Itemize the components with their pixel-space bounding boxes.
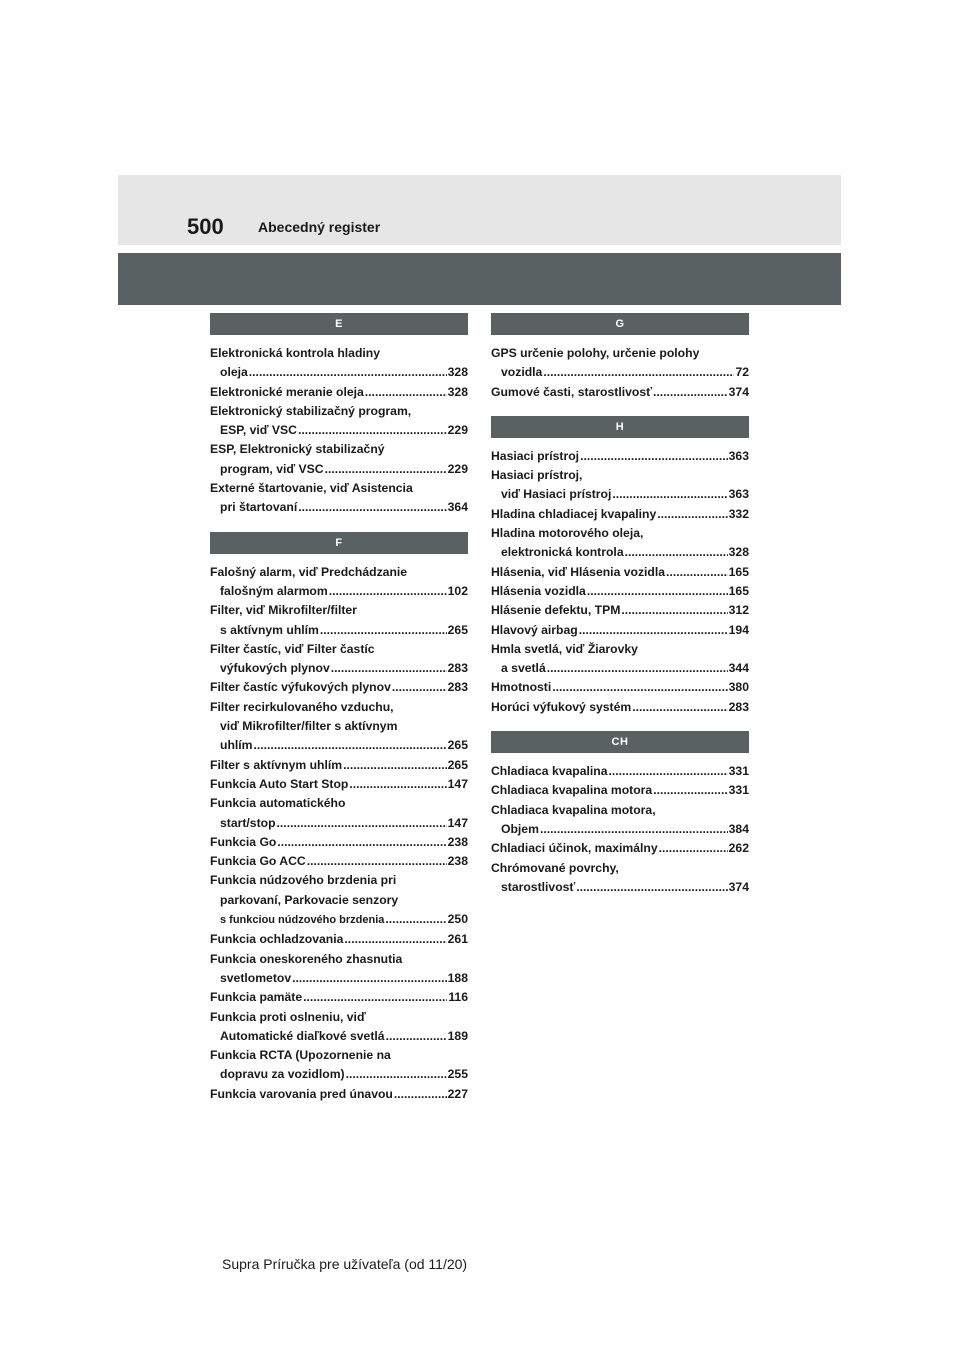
index-entry xyxy=(491,762,749,781)
entry-label: Funkcia varovania pred únavou xyxy=(210,1086,393,1101)
leader-dots xyxy=(576,878,727,897)
page-ref: 261 xyxy=(447,932,468,947)
leader-dots xyxy=(346,1065,447,1084)
entry-label: pri štartovaní xyxy=(220,500,298,515)
page-ref: 363 xyxy=(728,487,749,502)
entry-label: Objem xyxy=(501,821,539,836)
index-entry xyxy=(491,859,749,898)
leader-dots xyxy=(254,736,447,755)
page-ref: 328 xyxy=(728,545,749,560)
letter-group xyxy=(491,313,749,402)
index-entry xyxy=(491,698,749,717)
entry-row xyxy=(491,563,749,582)
entry-row xyxy=(491,762,749,781)
page-number: 500 xyxy=(187,214,224,239)
entry-row xyxy=(491,582,749,601)
entry-line: Hasiaci prístroj, xyxy=(491,468,583,483)
page-ref: 188 xyxy=(447,970,468,985)
entry-line: Filter častíc, viď Filter častíc xyxy=(210,641,375,656)
leader-dots xyxy=(365,383,447,402)
index-column-left xyxy=(210,313,468,1118)
index-entry xyxy=(210,678,468,697)
page-ref: 116 xyxy=(448,990,468,1005)
leader-dots xyxy=(666,563,728,582)
index-entry xyxy=(210,833,468,852)
index-entry xyxy=(210,402,468,441)
index-entry xyxy=(210,563,468,602)
index-entry xyxy=(210,852,468,871)
entry-row xyxy=(210,910,468,930)
letter-heading: G xyxy=(491,313,749,335)
page-ref: 283 xyxy=(728,699,749,714)
leader-dots xyxy=(579,621,728,640)
leader-dots xyxy=(612,485,727,504)
entry-label: Chladiaci účinok, maximálny xyxy=(491,841,658,856)
leader-dots xyxy=(303,988,447,1007)
page-ref: 331 xyxy=(728,764,749,779)
entry-line: ESP, Elektronický stabilizačný xyxy=(210,442,385,457)
entry-row xyxy=(210,659,468,678)
index-entry xyxy=(491,621,749,640)
page-ref: 328 xyxy=(447,365,468,380)
entry-label: uhlím xyxy=(220,738,253,753)
entry-label: Chladiaca kvapalina xyxy=(491,764,608,779)
entry-label: Hladina chladiacej kvapaliny xyxy=(491,506,657,521)
entry-label: Hlásenia vozidla xyxy=(491,583,586,598)
index-entry xyxy=(210,601,468,640)
index-entry xyxy=(491,678,749,697)
entry-label: falošným alarmom xyxy=(220,583,328,598)
leader-dots xyxy=(659,839,728,858)
entry-label: Chladiaca kvapalina motora xyxy=(491,783,653,798)
entry-label: elektronická kontrola xyxy=(501,545,624,560)
entry-line: Funkcia núdzového brzdenia pri xyxy=(210,873,397,888)
entry-row xyxy=(491,839,749,858)
entry-row xyxy=(210,363,468,382)
entry-row xyxy=(210,678,468,697)
entry-row xyxy=(210,833,468,852)
entry-label: s funkciou núdzového brzdenia xyxy=(220,914,385,927)
entry-label: Hlásenia, viď Hlásenia vozidla xyxy=(491,564,666,579)
leader-dots xyxy=(540,820,728,839)
entry-label: vozidla xyxy=(501,365,543,380)
letter-heading: E xyxy=(210,313,468,335)
leader-dots xyxy=(625,543,728,562)
page-ref: 265 xyxy=(447,738,468,753)
page-ref: 165 xyxy=(728,583,749,598)
index-entry xyxy=(210,756,468,775)
page-ref: 147 xyxy=(447,815,468,830)
entry-label: Funkcia ochladzovania xyxy=(210,932,344,947)
leader-dots xyxy=(385,910,446,929)
entry-label: Hlásenie defektu, TPM xyxy=(491,603,621,618)
letter-heading: H xyxy=(491,416,749,438)
leader-dots xyxy=(277,833,446,852)
index-entry xyxy=(491,801,749,840)
entry-row xyxy=(491,698,749,717)
page-ref: 265 xyxy=(447,622,468,637)
entry-line: Falošný alarm, viď Predchádzanie xyxy=(210,564,408,579)
letter-heading: CH xyxy=(491,731,749,753)
entry-row xyxy=(491,781,749,800)
leader-dots xyxy=(547,659,728,678)
index-entry xyxy=(491,466,749,505)
entry-row xyxy=(491,447,749,466)
entry-row xyxy=(491,505,749,524)
entry-label: starostlivosť xyxy=(501,879,576,894)
entry-line: Filter recirkulovaného vzduchu, xyxy=(210,699,394,714)
entry-label: program, viď VSC xyxy=(220,461,324,476)
page-ref: 250 xyxy=(447,912,468,927)
footer-text: Supra Príručka pre užívateľa (od 11/20) xyxy=(222,1256,468,1272)
index-entry xyxy=(210,440,468,479)
page-ref: 384 xyxy=(728,821,749,836)
index-entry xyxy=(491,601,749,620)
entry-row xyxy=(491,601,749,620)
entry-row xyxy=(491,678,749,697)
leader-dots xyxy=(552,678,727,697)
entry-label: start/stop xyxy=(220,815,276,830)
leader-dots xyxy=(325,460,447,479)
index-entry xyxy=(210,1046,468,1085)
entry-row xyxy=(491,878,749,897)
page-ref: 229 xyxy=(447,461,468,476)
entry-label: Gumové časti, starostlivosť xyxy=(491,384,652,399)
entry-label: Filter častíc výfukových plynov xyxy=(210,680,391,695)
leader-dots xyxy=(621,601,727,620)
page-ref: 229 xyxy=(447,423,468,438)
index-entry xyxy=(210,1085,468,1104)
entry-label: a svetlá xyxy=(501,661,546,676)
page-ref: 374 xyxy=(728,384,749,399)
leader-dots xyxy=(580,447,728,466)
index-entry xyxy=(491,447,749,466)
entry-label: Filter s aktívnym uhlím xyxy=(210,757,343,772)
letter-group xyxy=(491,416,749,717)
entry-line: Elektronická kontrola hladiny xyxy=(210,346,380,360)
page-ref: 238 xyxy=(447,834,468,849)
leader-dots xyxy=(543,363,734,382)
page-ref: 344 xyxy=(728,661,749,676)
entry-row xyxy=(210,814,468,833)
entry-label: Funkcia Go ACC xyxy=(210,854,306,869)
leader-dots xyxy=(249,363,447,382)
index-entry xyxy=(210,871,468,930)
index-entry xyxy=(491,505,749,524)
entry-label: výfukových plynov xyxy=(220,661,330,676)
entry-label: Automatické diaľkové svetlá xyxy=(220,1028,385,1043)
entry-list xyxy=(210,344,468,518)
leader-dots xyxy=(307,852,447,871)
entry-line: Funkcia RCTA (Upozornenie na xyxy=(210,1048,391,1063)
page-ref: 312 xyxy=(728,603,749,618)
entry-line: Filter, viď Mikrofilter/filter xyxy=(210,603,357,618)
entry-line: Hladina motorového oleja, xyxy=(491,526,644,541)
leader-dots xyxy=(609,762,728,781)
entry-line: Chladiaca kvapalina motora, xyxy=(491,802,656,817)
index-entry xyxy=(491,781,749,800)
leader-dots xyxy=(320,621,447,640)
entry-row xyxy=(210,460,468,479)
header-band xyxy=(118,175,841,245)
entry-row xyxy=(210,775,468,794)
entry-label: Elektronické meranie oleja xyxy=(210,384,364,399)
page-ref: 374 xyxy=(728,879,749,894)
leader-dots xyxy=(349,775,446,794)
page-ref: 262 xyxy=(728,841,749,856)
page-ref: 283 xyxy=(447,680,468,695)
index-column-right xyxy=(491,313,749,911)
page-ref: 331 xyxy=(728,783,749,798)
leader-dots xyxy=(394,1085,447,1104)
entry-label: viď Hasiaci prístroj xyxy=(501,487,612,502)
entry-line: Funkcia proti oslneniu, viď xyxy=(210,1009,366,1024)
entry-label: Funkcia pamäte xyxy=(210,990,303,1005)
index-entry xyxy=(491,640,749,679)
index-entry xyxy=(210,775,468,794)
entry-row xyxy=(491,485,749,504)
entry-label: Hasiaci prístroj xyxy=(491,448,580,463)
entry-row xyxy=(491,820,749,839)
entry-list xyxy=(491,344,749,402)
entry-row xyxy=(210,852,468,871)
entry-line: Externé štartovanie, viď Asistencia xyxy=(210,481,413,496)
entry-row xyxy=(210,1085,468,1104)
entry-line: Funkcia oneskoreného zhasnutia xyxy=(210,951,403,966)
index-entry xyxy=(210,479,468,518)
entry-line: Funkcia automatického xyxy=(210,796,346,811)
entry-row xyxy=(210,736,468,755)
section-title: Abecedný register xyxy=(258,219,381,235)
page-ref: 364 xyxy=(447,500,468,515)
page-ref: 165 xyxy=(728,564,749,579)
index-entry xyxy=(491,344,749,383)
index-entry xyxy=(491,383,749,402)
header-dark-band xyxy=(118,253,841,305)
index-entry xyxy=(210,698,468,756)
entry-row xyxy=(210,498,468,517)
index-entry xyxy=(210,794,468,833)
index-entry xyxy=(210,930,468,949)
leader-dots xyxy=(653,781,727,800)
index-entry xyxy=(210,344,468,383)
entry-row xyxy=(210,756,468,775)
page-ref: 265 xyxy=(447,757,468,772)
leader-dots xyxy=(277,814,447,833)
page-ref: 72 xyxy=(735,365,749,380)
entry-label: svetlometov xyxy=(220,970,292,985)
entry-list xyxy=(491,447,749,717)
entry-row xyxy=(210,383,468,402)
leader-dots xyxy=(632,698,727,717)
page-ref: 255 xyxy=(447,1067,468,1082)
entry-label: ESP, viď VSC xyxy=(220,423,297,438)
page-ref: 147 xyxy=(447,776,468,791)
page-ref: 238 xyxy=(447,854,468,869)
entry-label: Funkcia Auto Start Stop xyxy=(210,776,349,791)
entry-label: Hmotnosti xyxy=(491,680,552,695)
leader-dots xyxy=(298,498,446,517)
index-entry xyxy=(210,640,468,679)
entry-label: dopravu za vozidlom) xyxy=(220,1067,345,1082)
entry-row xyxy=(210,582,468,601)
entry-list xyxy=(491,762,749,897)
entry-list xyxy=(210,563,468,1104)
letter-group xyxy=(491,731,749,897)
entry-row xyxy=(491,383,749,402)
entry-row xyxy=(210,930,468,949)
leader-dots xyxy=(298,421,447,440)
entry-row xyxy=(491,621,749,640)
page-ref: 189 xyxy=(447,1028,468,1043)
page-ref: 283 xyxy=(447,661,468,676)
entry-line: GPS určenie polohy, určenie polohy xyxy=(491,346,700,360)
page-ref: 328 xyxy=(447,384,468,399)
entry-row xyxy=(210,421,468,440)
entry-row xyxy=(491,363,749,382)
page-ref: 380 xyxy=(728,680,749,695)
entry-label: Hlavový airbag xyxy=(491,622,578,637)
index-entry xyxy=(491,839,749,858)
page-ref: 363 xyxy=(728,448,749,463)
leader-dots xyxy=(331,659,447,678)
page-ref: 194 xyxy=(728,622,749,637)
leader-dots xyxy=(392,678,447,697)
entry-line: Hmla svetlá, viď Žiarovky xyxy=(491,641,638,656)
leader-dots xyxy=(344,930,446,949)
page-ref: 227 xyxy=(447,1086,468,1101)
letter-group xyxy=(210,313,468,518)
entry-row xyxy=(210,1027,468,1046)
entry-label: oleja xyxy=(220,365,248,380)
leader-dots xyxy=(653,383,728,402)
leader-dots xyxy=(657,505,727,524)
leader-dots xyxy=(329,582,447,601)
entry-label: Funkcia Go xyxy=(210,834,277,849)
entry-row xyxy=(210,1065,468,1084)
entry-line: viď Mikrofilter/filter s aktívnym xyxy=(220,719,398,734)
index-entry xyxy=(210,950,468,989)
entry-row xyxy=(210,969,468,988)
index-entry xyxy=(210,1008,468,1047)
index-entry xyxy=(491,582,749,601)
index-entry xyxy=(210,988,468,1007)
entry-label: Horúci výfukový systém xyxy=(491,699,632,714)
page-ref: 102 xyxy=(447,583,468,598)
leader-dots xyxy=(292,969,447,988)
entry-row xyxy=(210,988,468,1007)
index-entry xyxy=(491,524,749,563)
index-entry xyxy=(491,563,749,582)
letter-group xyxy=(210,532,468,1104)
entry-row xyxy=(491,659,749,678)
leader-dots xyxy=(343,756,447,775)
entry-line: Elektronický stabilizačný program, xyxy=(210,403,412,418)
letter-heading: F xyxy=(210,532,468,554)
entry-row xyxy=(210,621,468,640)
leader-dots xyxy=(587,582,728,601)
entry-label: s aktívnym uhlím xyxy=(220,622,319,637)
entry-line: parkovaní, Parkovacie senzory xyxy=(220,892,399,907)
leader-dots xyxy=(386,1027,447,1046)
entry-row xyxy=(491,543,749,562)
page-ref: 332 xyxy=(728,506,749,521)
index-entry xyxy=(210,383,468,402)
entry-line: Chrómované povrchy, xyxy=(491,860,619,875)
